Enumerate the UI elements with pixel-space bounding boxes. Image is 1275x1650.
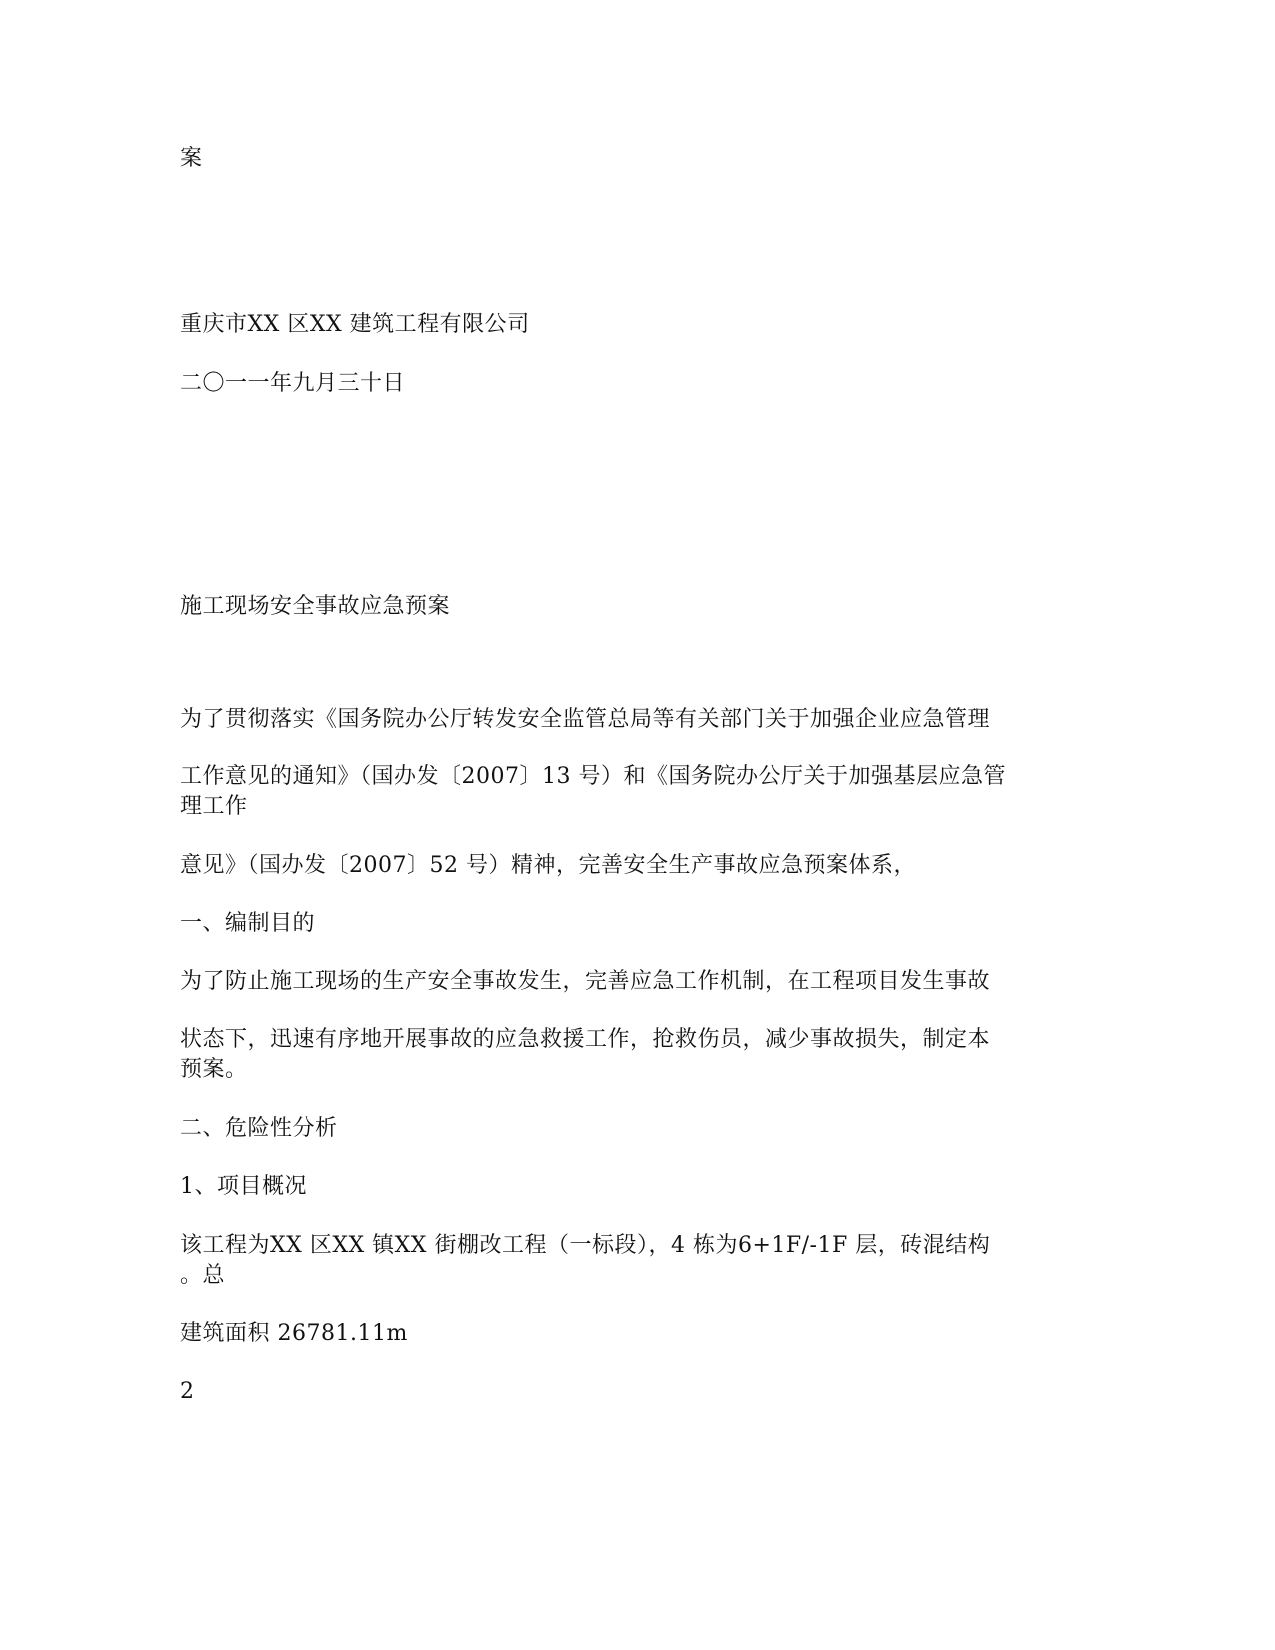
purpose-paragraph-line-2-wrap: 预案。 (180, 1057, 248, 1082)
intro-paragraph-line-2: 工作意见的通知》（国办发〔2007〕13 号）和《国务院办公厅关于加强基层应急管 (180, 764, 1006, 789)
overview-paragraph-line-1-wrap: 。总 (180, 1263, 226, 1288)
document-heading: 施工现场安全事故应急预案 (180, 594, 451, 619)
intro-paragraph-line-1: 为了贯彻落实《国务院办公厅转发安全监管总局等有关部门关于加强企业应急管理 (180, 707, 991, 732)
section-heading-purpose: 一、编制目的 (180, 911, 316, 936)
purpose-paragraph-line-2: 状态下，迅速有序地开展事故的应急救援工作，抢救伤员，减少事故损失，制定本 (180, 1027, 991, 1052)
section-heading-risk: 二、危险性分析 (180, 1116, 338, 1141)
page-number: 2 (180, 1379, 195, 1404)
company-name: 重庆市XX 区XX 建筑工程有限公司 (180, 312, 530, 337)
intro-paragraph-line-2-wrap: 理工作 (180, 794, 248, 819)
intro-paragraph-line-3: 意见》（国办发〔2007〕52 号）精神，完善安全生产事故应急预案体系， (180, 853, 916, 878)
document-date: 二〇一一年九月三十日 (180, 371, 406, 396)
overview-paragraph-line-1: 该工程为XX 区XX 镇XX 街棚改工程（一标段），4 栋为6+1F/-1F 层，砖混结构 (180, 1233, 991, 1258)
title-fragment: 案 (180, 146, 203, 171)
subsection-heading-overview: 1、项目概况 (180, 1174, 307, 1199)
overview-paragraph-line-2: 建筑面积 26781.11m (180, 1321, 408, 1346)
purpose-paragraph-line-1: 为了防止施工现场的生产安全事故发生，完善应急工作机制，在工程项目发生事故 (180, 969, 991, 994)
